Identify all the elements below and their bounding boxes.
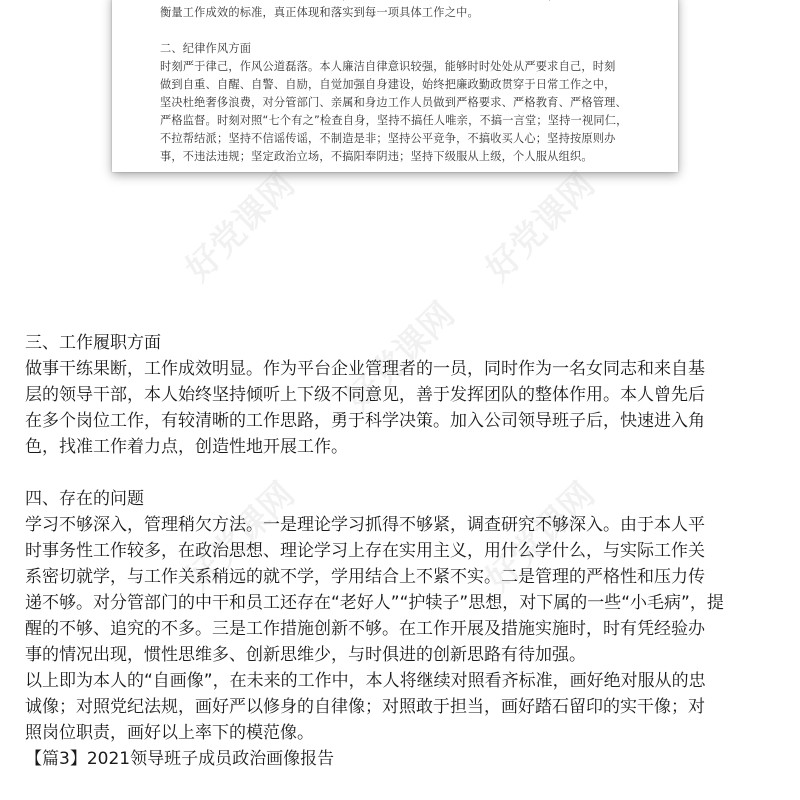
watermark: 好党课网 xyxy=(478,474,603,600)
paragraph-line: 递不够。对分管部门的中干和员工还存在“老好人”“护犊子”思想，对下属的一些“小毛病”，提 xyxy=(25,593,724,613)
preview-line: 坚决杜绝奢侈浪费，对分管部门、亲属和身边工作人员做到严格要求、严格教育、严格管理、 xyxy=(160,96,627,109)
watermark: 好党课网 xyxy=(478,164,603,290)
preview-text xyxy=(160,0,660,166)
paragraph-line: 层的领导干部，本人始终坚持倾听上下级不同意见，善于发挥团队的整体作用。本人曾先后 xyxy=(25,385,705,405)
paragraph-line: 以上即为本人的“自画像”，在未来的工作中，本人将继续对照看齐标准，画好绝对服从的忠 xyxy=(25,671,706,691)
preview-line: 时刻严于律己，作风公道磊落。本人廉洁自律意识较强，能够时时处处从严要求自己，时刻 xyxy=(160,60,616,73)
paragraph-line: 事的情况出现，惯性思维多、创新思维少，与时俱进的创新思路有待加强。 xyxy=(25,645,586,665)
paragraph-line: 在多个岗位工作，有较清晰的工作思路，勇于科学决策。加入公司领导班子后，快速进入角 xyxy=(25,411,705,431)
preview-line: 严格监督。时刻对照“七个有之”检查自身，坚持不搞任人唯亲，不搞一言堂；坚持一视同仁， xyxy=(160,114,628,127)
paragraph-line: 醒的不够、追究的不多。三是工作措施创新不够。在工作开展及措施实施时，时有凭经验办 xyxy=(25,619,705,639)
watermark: 好党课网 xyxy=(178,164,303,290)
paragraph-line: 做事干练果断，工作成效明显。作为平台企业管理者的一员，同时作为一名女同志和来自基 xyxy=(25,359,705,379)
section-heading: 三、工作履职方面 xyxy=(25,333,161,353)
preview-line: 不拉帮结派；坚持不信谣传谣，不制造是非；坚持公平竞争，不搞收买人心；坚持按原则办 xyxy=(160,132,616,145)
section-heading: 四、存在的问题 xyxy=(25,489,144,509)
document-body xyxy=(25,330,785,772)
paragraph-line: 系密切就学，与工作关系稍远的就不学，学用结合上不紧不实。二是管理的严格性和压力传 xyxy=(25,567,705,587)
watermark: 好党课网 xyxy=(178,474,303,600)
paragraph-line: 诚像；对照党纪法规，画好严以修身的自律像；对照敢于担当，画好踏石留印的实干像；对 xyxy=(25,697,705,717)
document-preview-card xyxy=(112,0,678,172)
watermark: 好党课网 xyxy=(338,294,463,420)
preview-section-heading: 二、纪律作风方面 xyxy=(160,42,252,55)
preview-line: 衡量工作成效的标准，真正体现和落实到每一项具体工作之中。 xyxy=(160,6,479,19)
preview-line: 事，不违法违规；坚定政治立场，不搞阳奉阴违；坚持下级服从上级，个人服从组织。 xyxy=(160,150,593,163)
paragraph-line: 学习不够深入，管理稍欠方法。一是理论学习抓得不够紧，调查研究不够深入。由于本人平 xyxy=(25,515,705,535)
preview-line: 做到自重、自醒、自警、自励，自觉加强自身建设，始终把廉政勤政贯穿于日常工作之中， xyxy=(160,78,616,91)
next-article-title: 【篇3】2021领导班子成员政治画像报告 xyxy=(25,749,335,769)
paragraph-line: 照岗位职责，画好以上率下的模范像。 xyxy=(25,723,314,743)
paragraph-line: 色，找准工作着力点，创造性地开展工作。 xyxy=(25,437,348,457)
paragraph-line: 时事务性工作较多，在政治思想、理论学习上存在实用主义，用什么学什么，与实际工作关 xyxy=(25,541,705,561)
